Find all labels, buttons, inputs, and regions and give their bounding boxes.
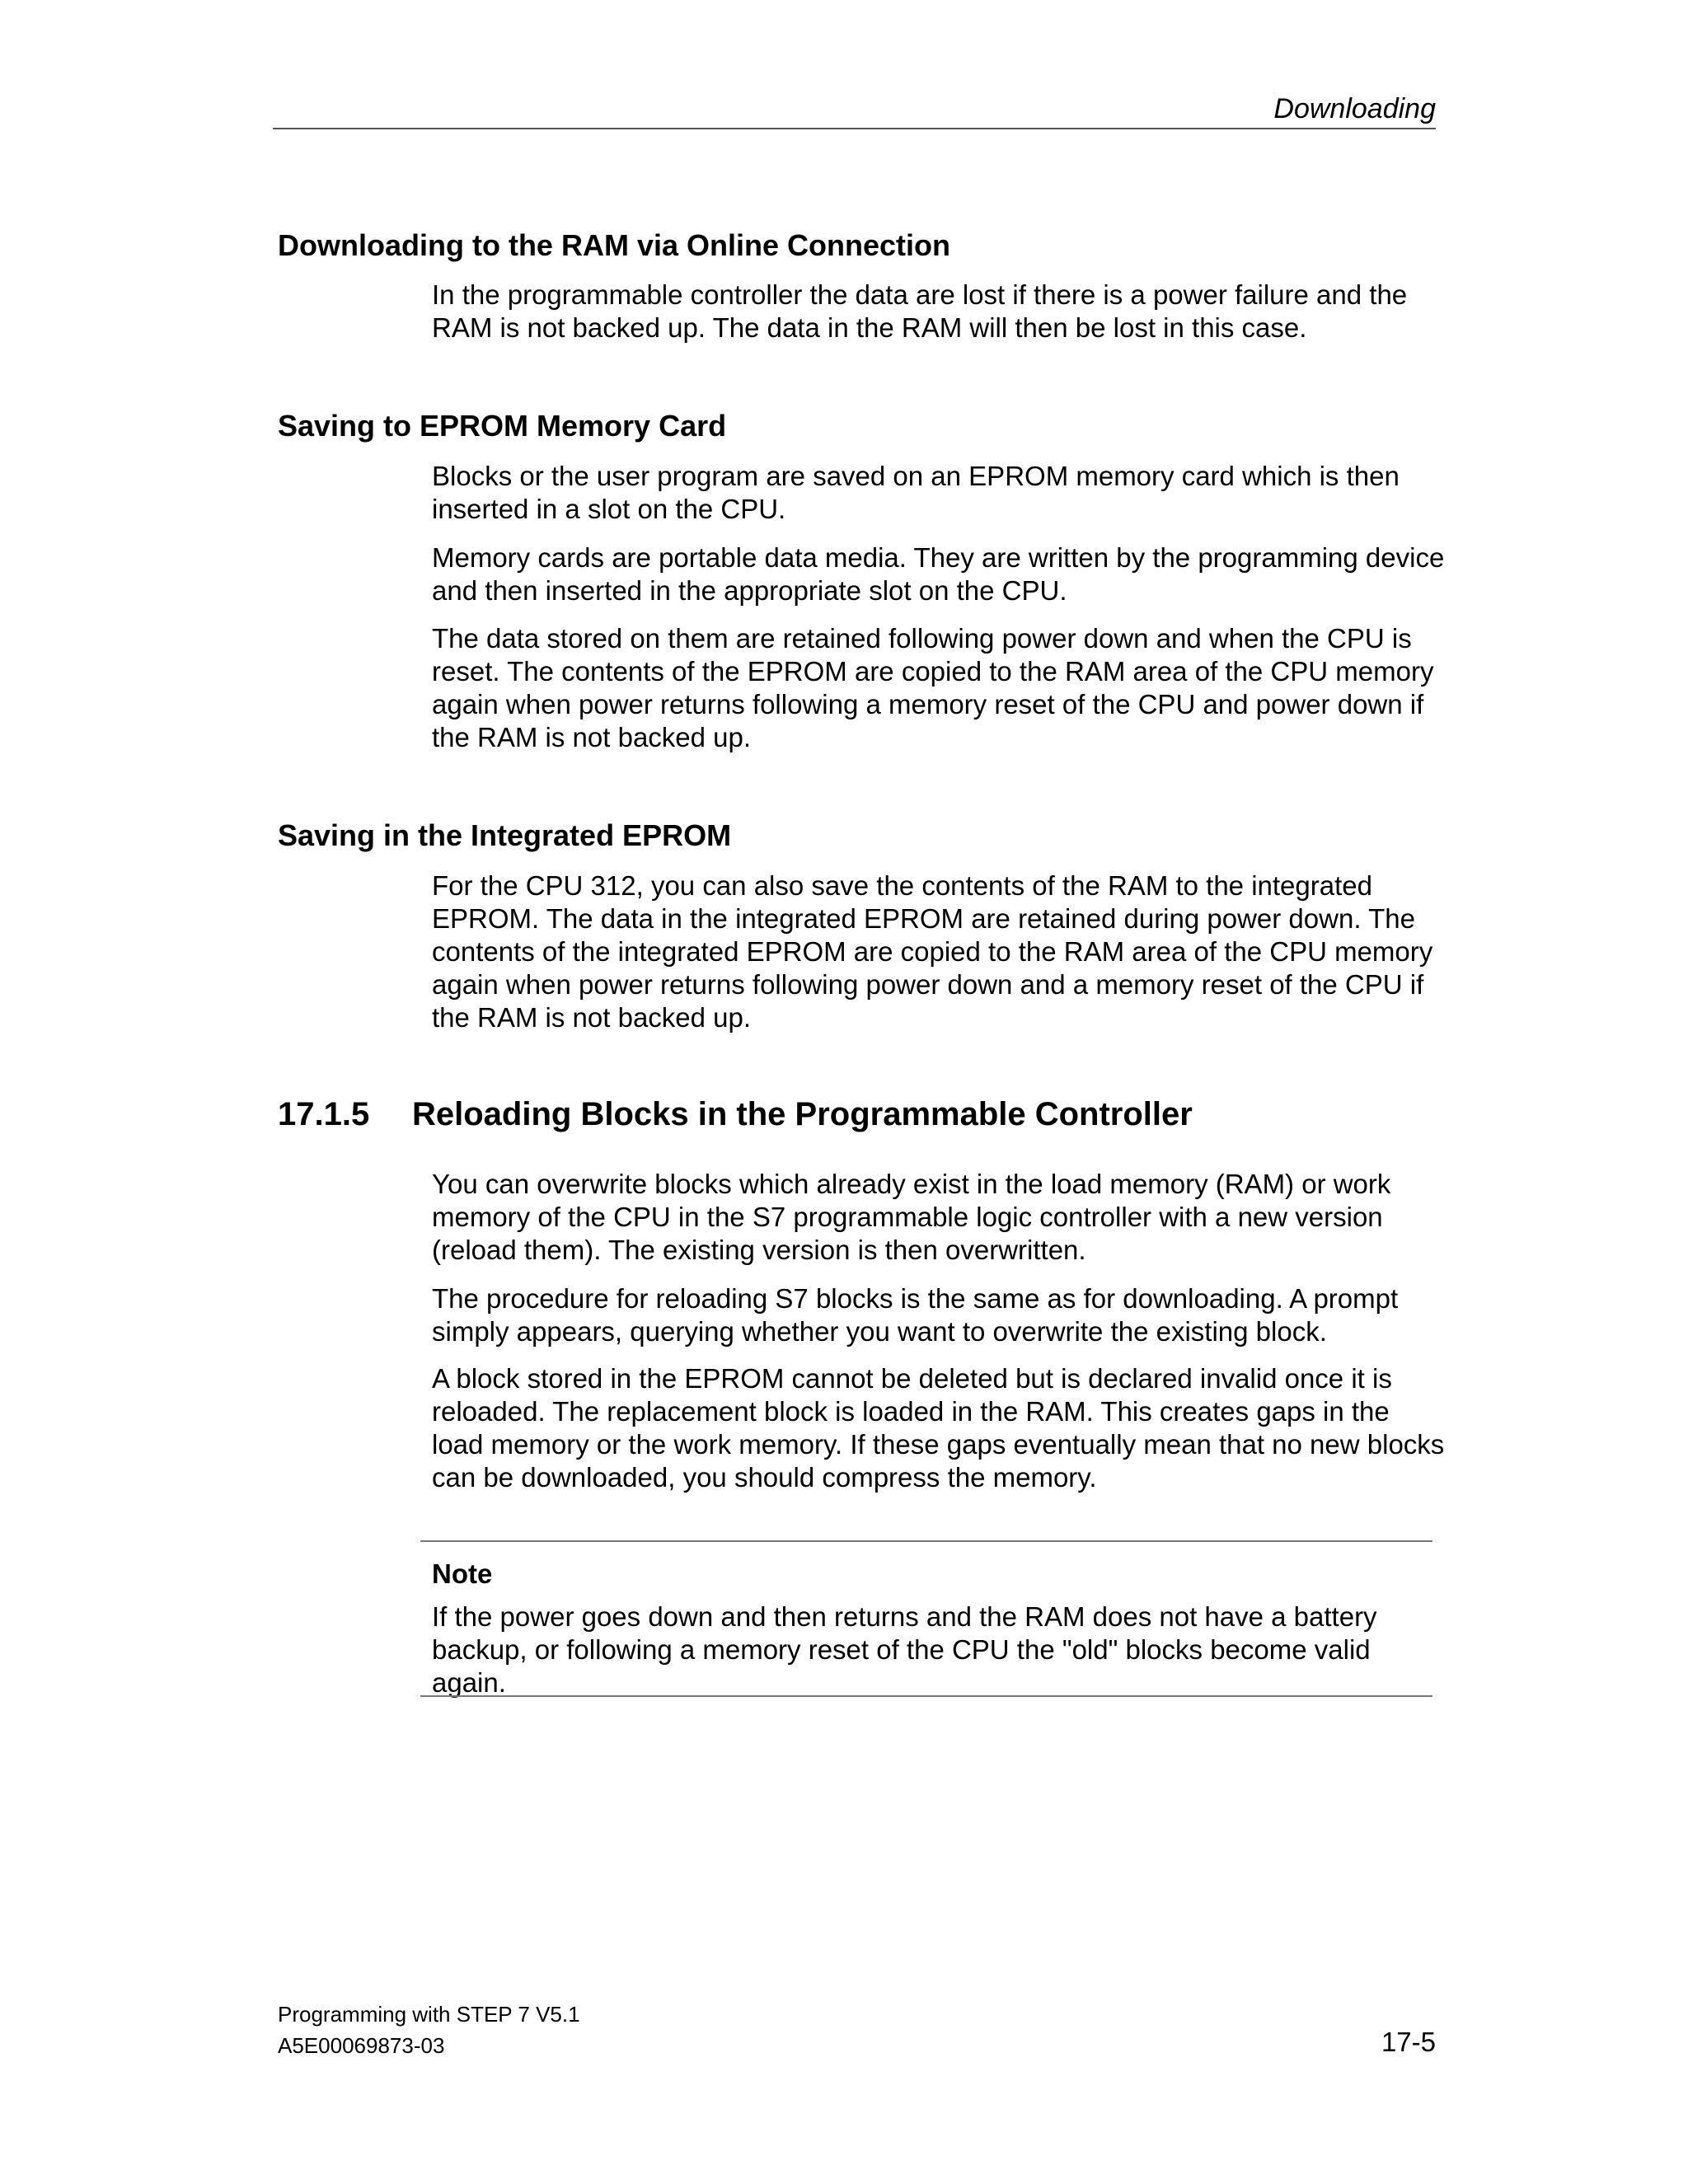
- paragraph-memory-card-1: Blocks or the user program are saved on an EPROM memory card which is then inserted in a slot on the CPU.: [432, 461, 1400, 524]
- footer-manual-title: Programming with STEP 7 V5.1: [278, 2002, 580, 2027]
- paragraph-reloading-1: You can overwrite blocks which already exist in the load memory (RAM) or work memory of the CPU in the S7 programmable logic controller with a new version (reload them). The existing version is then overwritten.: [432, 1169, 1391, 1265]
- footer-order-number: A5E00069873-03: [278, 2033, 445, 2058]
- note-label: Note: [432, 1558, 493, 1589]
- footer-document-info: [278, 1999, 580, 2061]
- paragraph-integrated-eprom: For the CPU 312, you can also save the contents of the RAM to the integrated EPROM. The data in the integrated EPROM are retained during power down. The contents of the integrated EPROM are copied to the RAM area of the CPU memory again when power returns following power down and a memory reset of the CPU if the RAM is not backed up.: [432, 870, 1433, 1033]
- chapter-heading: [278, 1094, 1193, 1135]
- page-number: 17-5: [1381, 2027, 1436, 2057]
- chapter-number: 17.1.5: [278, 1096, 370, 1132]
- note-text: If the power goes down and then returns and the RAM does not have a battery backup, or following a memory reset of the CPU the "old" blocks become valid again.: [432, 1601, 1377, 1698]
- section-heading-online-connection: Downloading to the RAM via Online Connection: [278, 228, 950, 262]
- section-heading-integrated-eprom: Saving in the Integrated EPROM: [278, 818, 732, 852]
- paragraph-online-connection: In the programmable controller the data are lost if there is a power failure and the RAM is not backed up. The data in the RAM will then be lost in this case.: [432, 279, 1408, 343]
- paragraph-reloading-3: A block stored in the EPROM cannot be deleted but is declared invalid once it is reloaded. The replacement block is loaded in the RAM. This creates gaps in the load memory or the work memory. If these gaps eventually mean that no new blocks can be downloaded, you should compress the memory.: [432, 1363, 1445, 1493]
- running-header-title: Downloading: [1273, 93, 1436, 124]
- chapter-title: Reloading Blocks in the Programmable Controller: [412, 1096, 1193, 1132]
- paragraph-memory-card-2: Memory cards are portable data media. They are written by the programming device and then inserted in the appropriate slot on the CPU.: [432, 542, 1445, 606]
- paragraph-reloading-2: The procedure for reloading S7 blocks is the same as for downloading. A prompt simply appears, querying whether you want to overwrite the existing block.: [432, 1283, 1399, 1347]
- header-divider: [273, 128, 1436, 129]
- section-heading-eprom-memory-card: Saving to EPROM Memory Card: [278, 409, 727, 443]
- note-bottom-rule: [420, 1695, 1432, 1697]
- note-top-rule: [420, 1540, 1432, 1542]
- paragraph-memory-card-3: The data stored on them are retained following power down and when the CPU is reset. The contents of the EPROM are copied to the RAM area of the CPU memory again when power returns following a memory reset of the CPU and power down if the RAM is not backed up.: [432, 623, 1434, 752]
